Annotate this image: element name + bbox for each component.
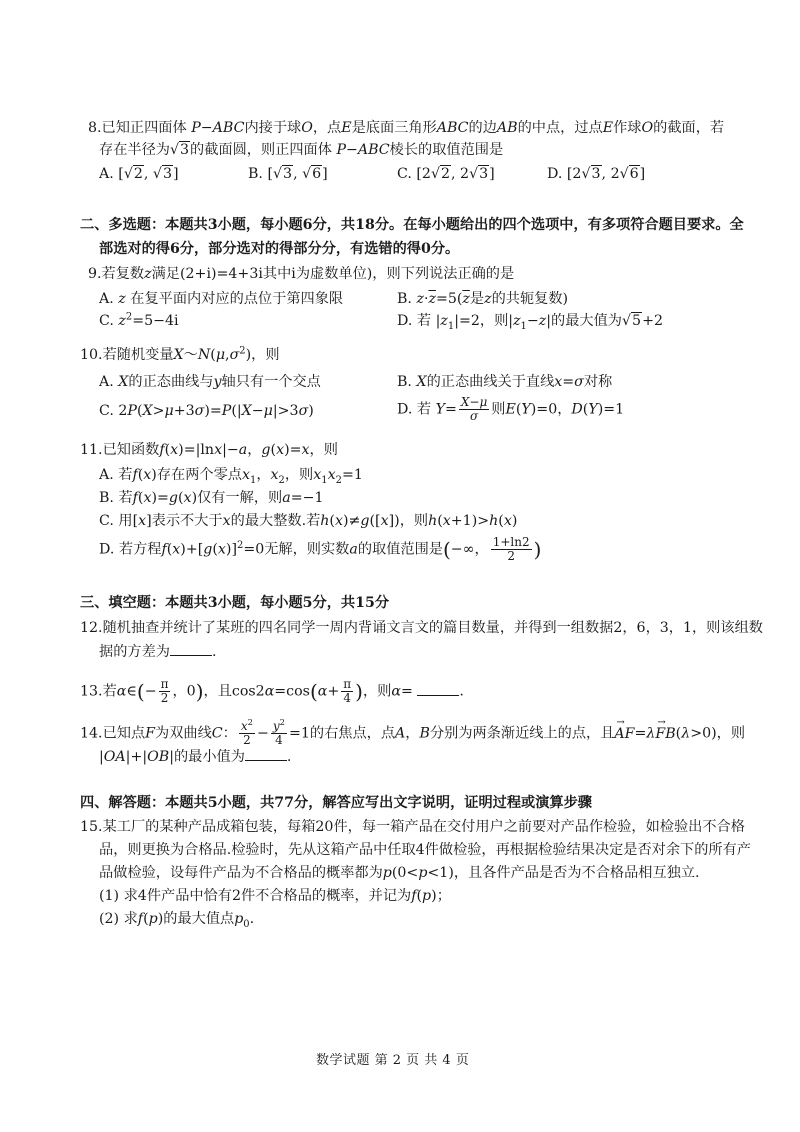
q11-option-b: B. 若f(x)=g(x)仅有一解，则a=−1 [99,490,324,506]
q9-option-b: B. $z\cdot\overline{z}=5(\overline{z}$是z的共轭复数) [397,291,569,307]
q15-line2: 品，则更换为合格品.检验时，先从这箱产品中任取4件做检验，再根据检验结果决定是否对余下的所有产 [99,842,751,858]
q9-stem: 9.若复数z满足(2+i)=4+3i其中i为虚数单位)，则下列说法正确的是 [88,266,515,282]
q11-option-c: C. 用[x]表示不大于x的最大整数.若h(x)≠g([x])，则h(x+1)>h(x) [99,513,518,529]
q13-line: 13.若α∈(− $\frac{\pi}{2}$ ，0)，且cos2α=cos(α+ $\frac{\pi}{4}$ )，则α= . [80,677,464,705]
q13-answer-blank[interactable] [417,681,459,696]
q10-stem: 10.若随机变量$X\sim N(\mu,\sigma^2)$，则 [80,345,280,363]
q15-sub2: (2) 求f(p)的最大值点$p_0$. [99,911,255,930]
q10-option-b: B. X的正态曲线关于直线x=σ对称 [397,374,613,390]
q14-line1: 14.已知点F为双曲线C： $\frac{x^2}{2}$ − $\frac{y^2}{4}$ =1的右焦点，点A，B分别为两条渐近线上的点，且→ AF=λ→ FB(λ>0)，则 [80,720,745,747]
section-3-heading: 三、填空题：本题共3小题，每小题5分，共15分 [80,595,390,611]
q8-option-d: D. [2√3, 2√6] [547,166,646,182]
q10-option-a: A. X的正态曲线与y轴只有一个交点 [99,374,321,390]
q10-option-d: D. 若 Y= $\frac{X-\mu}{\sigma}$ 则E(Y)=0，D(Y)=1 [397,395,625,423]
q8-option-c: C. [2√2, 2√3] [397,166,495,182]
q15-line3: 品做检验，设每件产品为不合格品的概率都为p(0<p<1)，且各件产品是否为不合格品相互独立. [99,865,700,881]
q10-option-c: C. 2P(X>μ+3σ)=P(|X−μ|>3σ) [99,403,314,419]
section-2-heading: 二、多选题：本题共3小题，每小题6分，共18分。在每小题给出的四个选项中，有多项符合题目要求。全 [80,217,744,233]
q9-option-d: D. 若 $|z_1|=2$，则$|z_1-z|$的最大值为√5+2 [397,313,663,332]
q14-line2: |OA|+|OB|的最小值为 . [99,746,291,767]
q8-line1: 8.已知正四面体 P−ABC内接于球O，点E是底面三角形ABC的边AB的中点，过点E作球O的截面，若 [88,120,725,136]
q9-option-c: C. $z^2=5-4i$ [99,311,179,329]
q11-option-a: A. 若f(x)存在两个零点$x_1$，$x_2$，则$x_1x_2=1$ [99,467,363,486]
q15-sub1: (1) 求4件产品中恰有2件不合格品的概率，并记为f(p)； [99,888,451,904]
q9-option-a: A. z 在复平面内对应的点位于第四象限 [99,291,344,307]
q11-stem: 11.已知函数f(x)=|lnx|−a，g(x)=x，则 [80,442,338,458]
q12-answer-blank[interactable] [170,641,212,656]
q14-answer-blank[interactable] [245,746,287,761]
section-2-heading-line2: 部选对的得6分，部分选对的得部分分，有选错的得0分。 [99,241,460,257]
section-4-heading: 四、解答题：本题共5小题，共77分，解答应写出文字说明，证明过程或演算步骤 [80,795,592,811]
q12-line2: 据的方差为 . [99,641,216,662]
q8-option-a: A. [√2, √3] [99,166,179,182]
q11-option-d: D. 若方程$f(x)+[g(x)]^2=0$无解，则实数a的取值范围是(−∞， $\frac{1+\ln 2}{2}$ ) [99,535,542,563]
q15-line1: 15.某工厂的某种产品成箱包装，每箱20件，每一箱产品在交付用户之前要对产品作检验，如检验出不合格 [80,819,745,835]
q8-option-b: B. [√3, √6] [248,166,328,182]
q8-line2: 存在半径为√3的截面圆，则正四面体 P−ABC棱长的取值范围是 [99,142,504,158]
page-footer: 数学试题 第 2 页 共 4 页 [316,1053,470,1068]
q12-line1: 12.随机抽查并统计了某班的四名同学一周内背诵文言文的篇目数量，并得到一组数据2，6，3，1，则该组数 [80,620,763,636]
